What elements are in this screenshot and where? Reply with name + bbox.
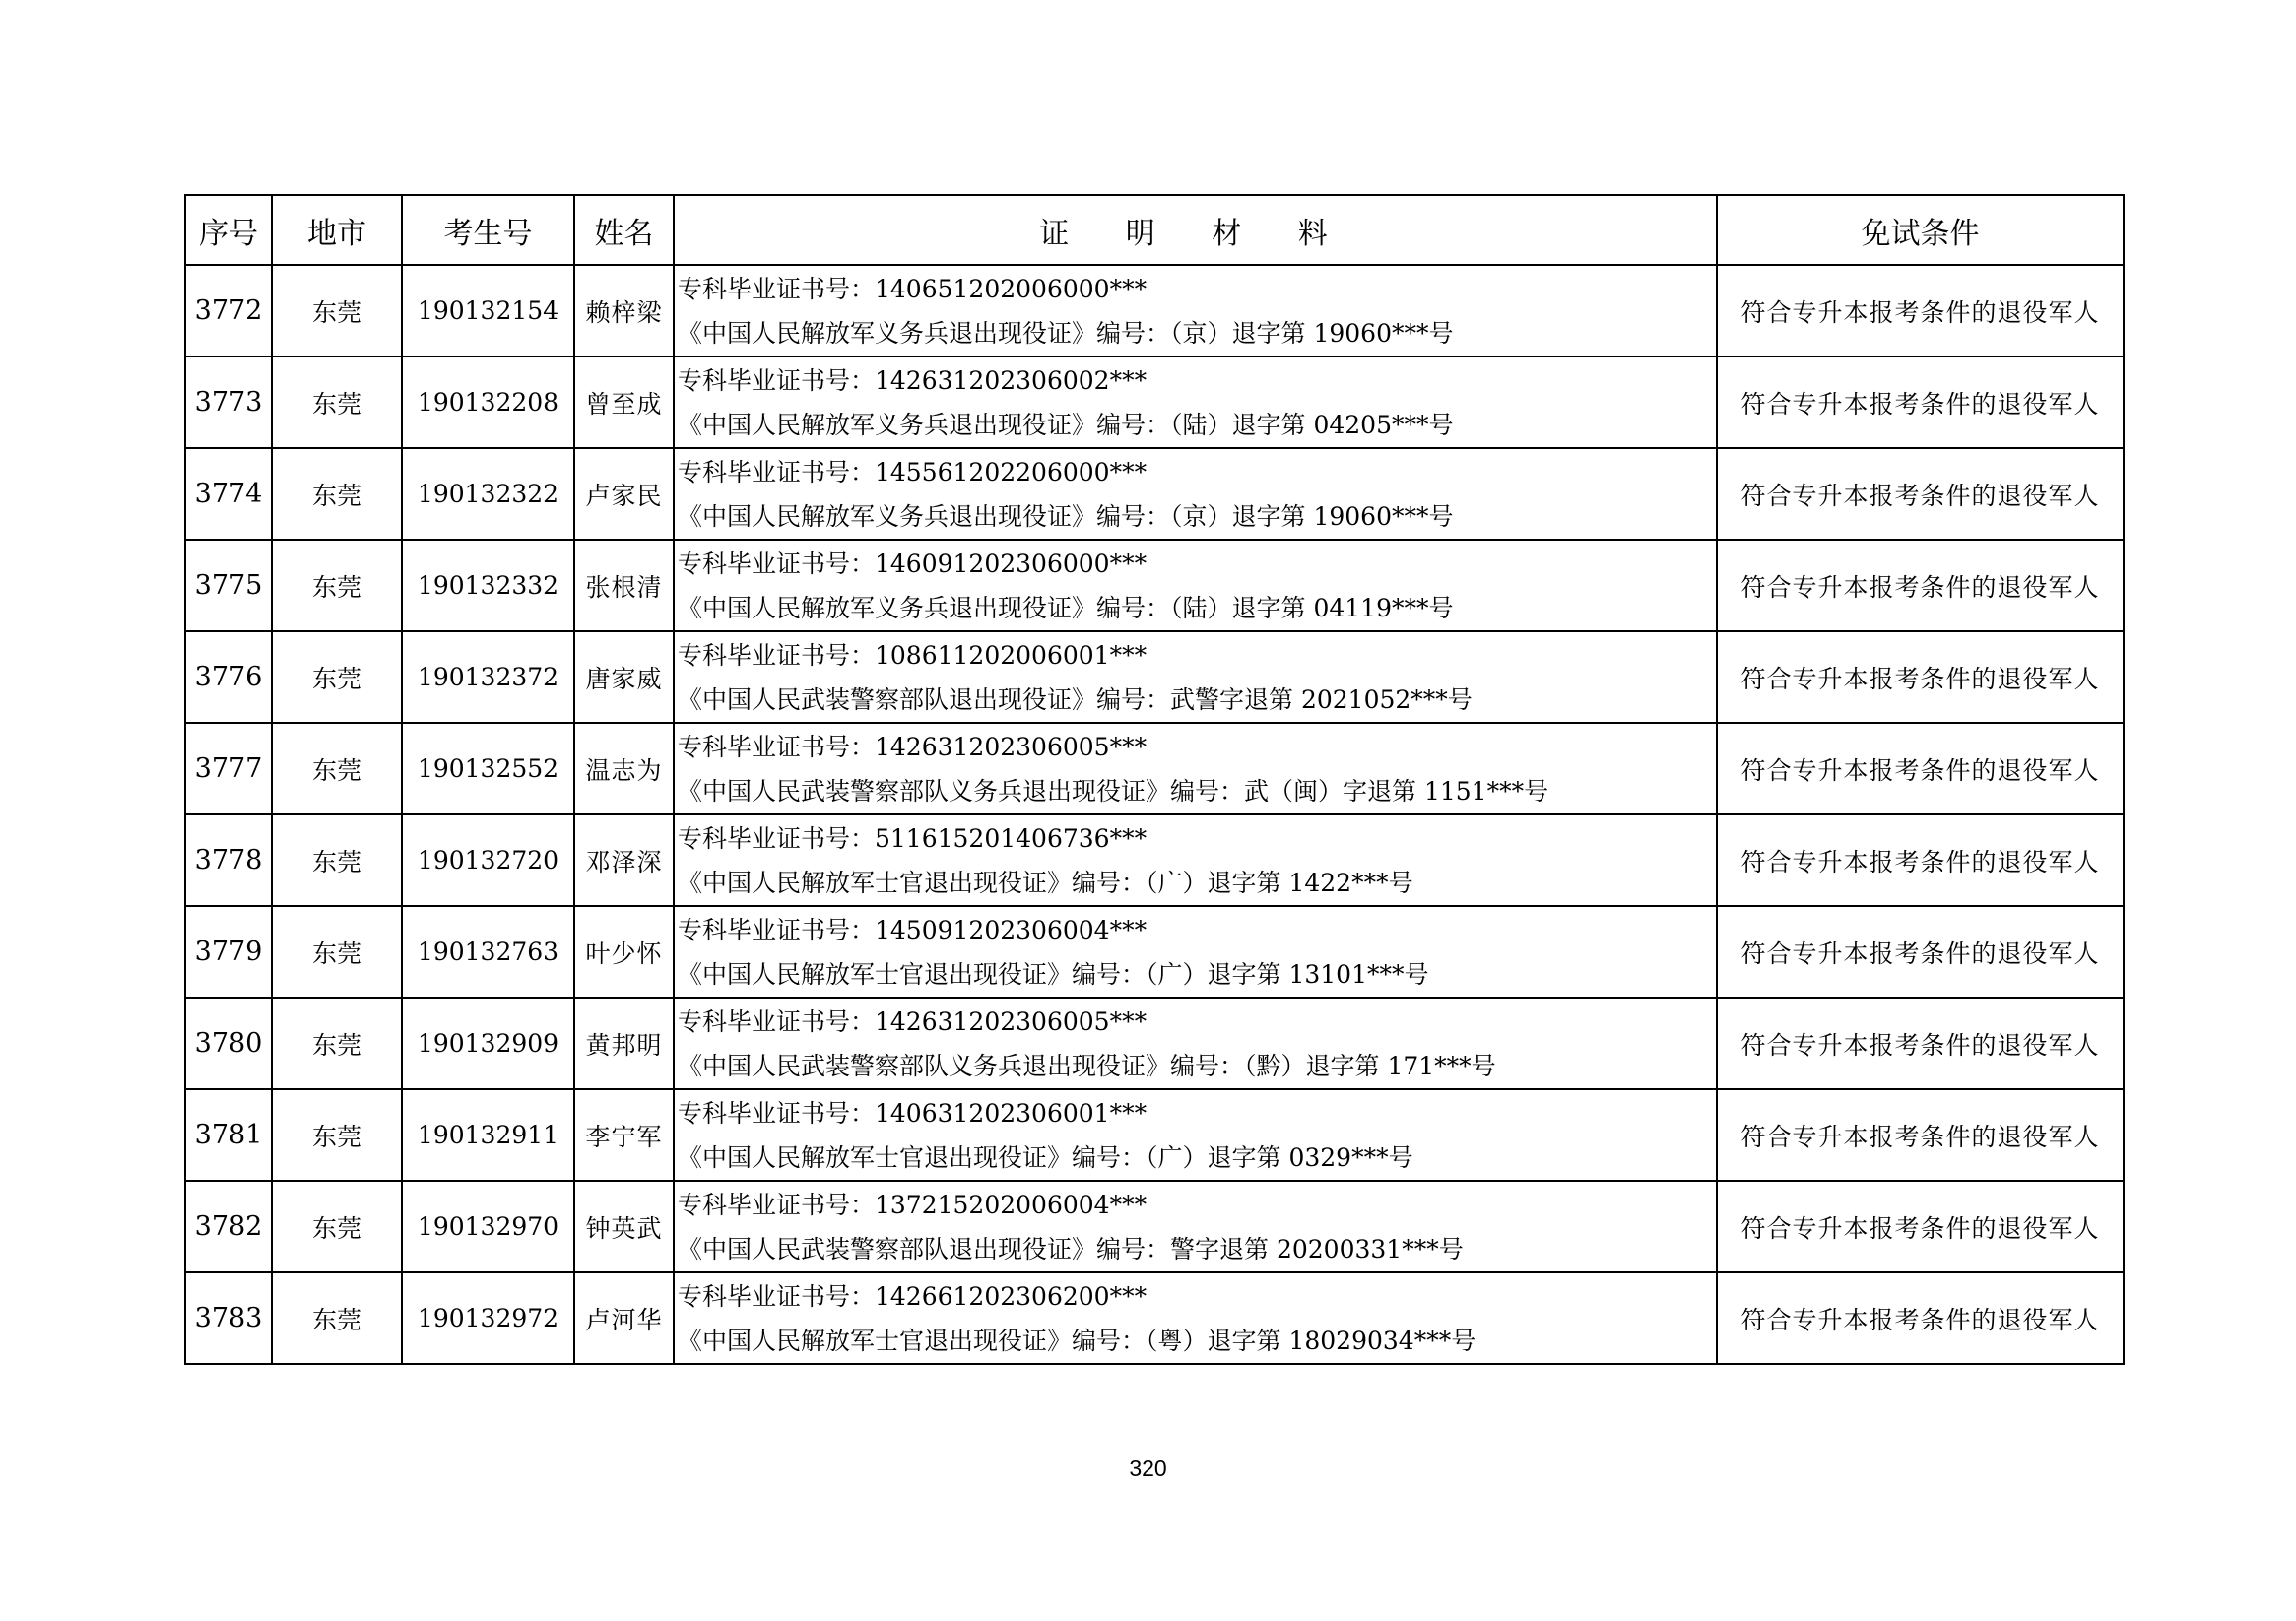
condition-cell: 符合专升本报考条件的退役军人 (1717, 357, 2124, 448)
proof-cell (674, 448, 1717, 540)
city-cell: 东莞 (272, 906, 402, 998)
city-cell: 东莞 (272, 814, 402, 906)
name-cell: 赖梓梁 (574, 265, 674, 357)
city-cell: 东莞 (272, 265, 402, 357)
diploma-number-line: 专科毕业证书号：146091202306000*** (678, 549, 1148, 578)
discharge-certificate-line: 《中国人民武装警察部队义务兵退出现役证》编号：（黔）退字第 171***号 (678, 1051, 1496, 1080)
city-cell: 东莞 (272, 1089, 402, 1181)
page-number: 320 (1129, 1456, 1167, 1481)
exam-no-cell: 190132552 (402, 723, 574, 814)
name-cell: 钟英武 (574, 1181, 674, 1272)
table-row (185, 540, 2124, 631)
name-cell: 唐家威 (574, 631, 674, 723)
table-row (185, 265, 2124, 357)
condition-cell: 符合专升本报考条件的退役军人 (1717, 540, 2124, 631)
city-cell: 东莞 (272, 1272, 402, 1364)
discharge-certificate-line: 《中国人民武装警察部队退出现役证》编号：武警字退第 2021052***号 (678, 684, 1473, 714)
proof-cell (674, 357, 1717, 448)
discharge-certificate-line: 《中国人民解放军义务兵退出现役证》编号：（陆）退字第 04205***号 (678, 410, 1454, 439)
city-cell: 东莞 (272, 998, 402, 1089)
city-cell: 东莞 (272, 1181, 402, 1272)
proof-cell (674, 540, 1717, 631)
table-row (185, 998, 2124, 1089)
header-name: 姓名 (574, 195, 674, 265)
proof-cell (674, 906, 1717, 998)
city-cell: 东莞 (272, 448, 402, 540)
proof-cell (674, 631, 1717, 723)
discharge-certificate-line: 《中国人民解放军士官退出现役证》编号：（广）退字第 1422***号 (678, 868, 1413, 897)
exam-no-cell: 190132332 (402, 540, 574, 631)
condition-cell: 符合专升本报考条件的退役军人 (1717, 723, 2124, 814)
diploma-number-line: 专科毕业证书号：511615201406736*** (678, 823, 1148, 853)
condition-cell: 符合专升本报考条件的退役军人 (1717, 448, 2124, 540)
exam-no-cell: 190132911 (402, 1089, 574, 1181)
name-cell: 叶少怀 (574, 906, 674, 998)
proof-cell (674, 814, 1717, 906)
city-cell: 东莞 (272, 723, 402, 814)
discharge-certificate-line: 《中国人民武装警察部队退出现役证》编号：警字退第 20200331***号 (678, 1234, 1464, 1264)
table-row (185, 631, 2124, 723)
exam-no-cell: 190132763 (402, 906, 574, 998)
table-row (185, 448, 2124, 540)
name-cell: 黄邦明 (574, 998, 674, 1089)
name-cell: 张根清 (574, 540, 674, 631)
condition-cell: 符合专升本报考条件的退役军人 (1717, 265, 2124, 357)
diploma-number-line: 专科毕业证书号：140651202006000*** (678, 274, 1148, 303)
city-cell: 东莞 (272, 357, 402, 448)
condition-cell: 符合专升本报考条件的退役军人 (1717, 1181, 2124, 1272)
table-row (185, 1272, 2124, 1364)
name-cell: 曾至成 (574, 357, 674, 448)
table-body (185, 265, 2124, 1364)
diploma-number-line: 专科毕业证书号：142631202306005*** (678, 1006, 1148, 1036)
proof-cell (674, 723, 1717, 814)
seq-cell: 3781 (185, 1089, 272, 1181)
condition-cell: 符合专升本报考条件的退役军人 (1717, 814, 2124, 906)
discharge-certificate-line: 《中国人民武装警察部队义务兵退出现役证》编号：武（闽）字退第 1151***号 (678, 776, 1549, 806)
name-cell: 李宁军 (574, 1089, 674, 1181)
seq-cell: 3777 (185, 723, 272, 814)
name-cell: 邓泽深 (574, 814, 674, 906)
name-cell: 卢家民 (574, 448, 674, 540)
name-cell: 卢河华 (574, 1272, 674, 1364)
proof-cell (674, 1089, 1717, 1181)
header-condition: 免试条件 (1717, 195, 2124, 265)
discharge-certificate-line: 《中国人民解放军义务兵退出现役证》编号：（陆）退字第 04119***号 (678, 593, 1454, 622)
discharge-certificate-line: 《中国人民解放军士官退出现役证》编号：（广）退字第 0329***号 (678, 1142, 1413, 1172)
header-city: 地市 (272, 195, 402, 265)
seq-cell: 3773 (185, 357, 272, 448)
condition-cell: 符合专升本报考条件的退役军人 (1717, 998, 2124, 1089)
exam-no-cell: 190132372 (402, 631, 574, 723)
table-header-row (185, 195, 2124, 265)
city-cell: 东莞 (272, 540, 402, 631)
proof-cell (674, 265, 1717, 357)
diploma-number-line: 专科毕业证书号：142631202306005*** (678, 732, 1148, 761)
seq-cell: 3779 (185, 906, 272, 998)
seq-cell: 3780 (185, 998, 272, 1089)
exam-no-cell: 190132909 (402, 998, 574, 1089)
condition-cell: 符合专升本报考条件的退役军人 (1717, 906, 2124, 998)
proof-cell (674, 1181, 1717, 1272)
header-proof: 证 明 材 料 (674, 195, 1717, 265)
diploma-number-line: 专科毕业证书号：142631202306002*** (678, 365, 1148, 395)
proof-cell (674, 1272, 1717, 1364)
header-seq: 序号 (185, 195, 272, 265)
exemption-table (184, 194, 2125, 1365)
diploma-number-line: 专科毕业证书号：108611202006001*** (678, 640, 1148, 670)
table-row (185, 1181, 2124, 1272)
diploma-number-line: 专科毕业证书号：142661202306200*** (678, 1281, 1148, 1311)
seq-cell: 3783 (185, 1272, 272, 1364)
condition-cell: 符合专升本报考条件的退役军人 (1717, 1272, 2124, 1364)
table-row (185, 1089, 2124, 1181)
seq-cell: 3776 (185, 631, 272, 723)
seq-cell: 3775 (185, 540, 272, 631)
diploma-number-line: 专科毕业证书号：145561202206000*** (678, 457, 1148, 486)
exam-no-cell: 190132208 (402, 357, 574, 448)
discharge-certificate-line: 《中国人民解放军士官退出现役证》编号：（粤）退字第 18029034***号 (678, 1326, 1476, 1355)
table-row (185, 814, 2124, 906)
condition-cell: 符合专升本报考条件的退役军人 (1717, 631, 2124, 723)
diploma-number-line: 专科毕业证书号：145091202306004*** (678, 915, 1148, 944)
discharge-certificate-line: 《中国人民解放军义务兵退出现役证》编号：（京）退字第 19060***号 (678, 318, 1454, 348)
city-cell: 东莞 (272, 631, 402, 723)
exam-no-cell: 190132972 (402, 1272, 574, 1364)
seq-cell: 3774 (185, 448, 272, 540)
name-cell: 温志为 (574, 723, 674, 814)
exam-no-cell: 190132322 (402, 448, 574, 540)
condition-cell: 符合专升本报考条件的退役军人 (1717, 1089, 2124, 1181)
proof-cell (674, 998, 1717, 1089)
exam-no-cell: 190132720 (402, 814, 574, 906)
seq-cell: 3772 (185, 265, 272, 357)
exam-no-cell: 190132970 (402, 1181, 574, 1272)
seq-cell: 3782 (185, 1181, 272, 1272)
diploma-number-line: 专科毕业证书号：137215202006004*** (678, 1190, 1148, 1219)
header-exam-no: 考生号 (402, 195, 574, 265)
discharge-certificate-line: 《中国人民解放军义务兵退出现役证》编号：（京）退字第 19060***号 (678, 501, 1454, 531)
seq-cell: 3778 (185, 814, 272, 906)
exam-no-cell: 190132154 (402, 265, 574, 357)
discharge-certificate-line: 《中国人民解放军士官退出现役证》编号：（广）退字第 13101***号 (678, 959, 1429, 989)
diploma-number-line: 专科毕业证书号：140631202306001*** (678, 1098, 1148, 1128)
table-row (185, 906, 2124, 998)
table-row (185, 723, 2124, 814)
table-row (185, 357, 2124, 448)
